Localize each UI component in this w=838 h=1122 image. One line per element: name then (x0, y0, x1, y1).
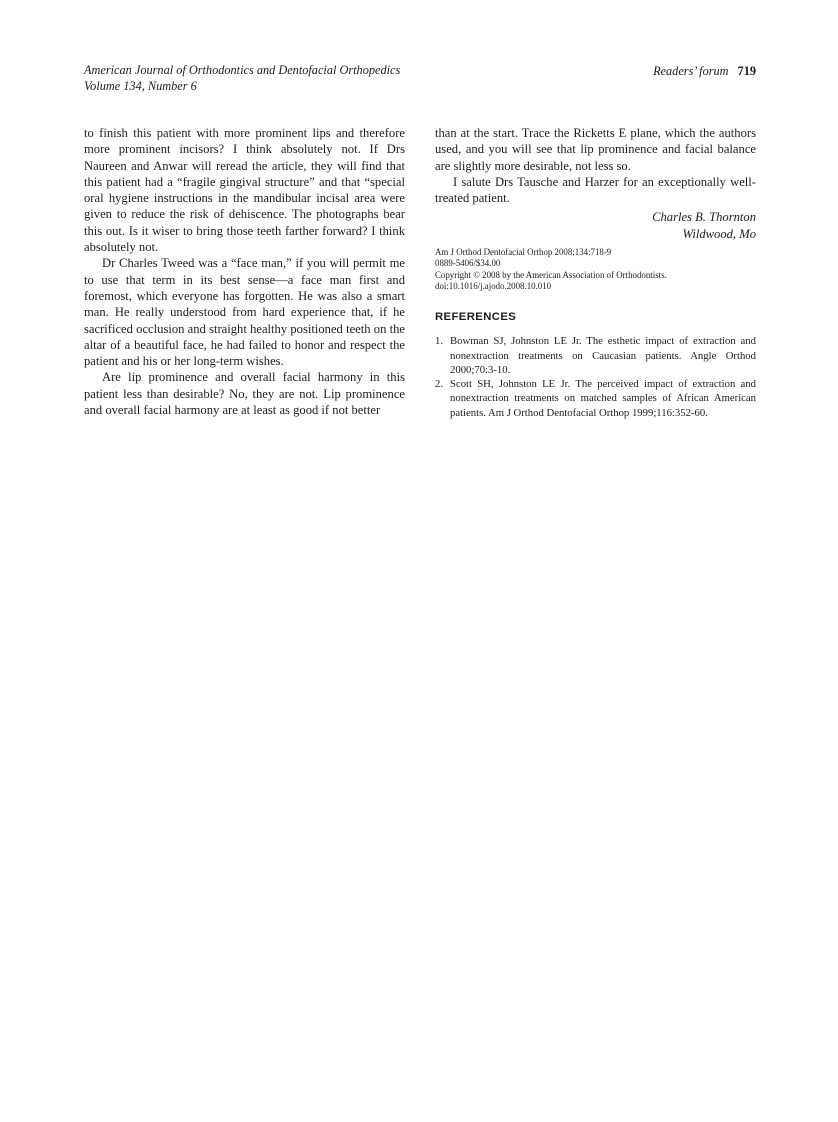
paragraph: Dr Charles Tweed was a “face man,” if you will permit me to use that term in its best sense—a face man first and foremost, which everyone has forgotten. He was also a smart man. He really understood from hard experience that, if he sacrificed occlusion and straight healthy positioned teeth on the altar of a beautiful face, he had failed to honor and respect the patient and his or her long-term wishes. (84, 256, 405, 369)
citation-journal: Am J Orthod Dentofacial Orthop 2008;134:718-9 (435, 247, 612, 258)
reference-item (435, 377, 756, 420)
citation-copyright: Copyright © 2008 by the American Association of Orthodontists. (435, 269, 667, 280)
volume-number: Volume 134, Number 6 (84, 78, 197, 93)
citation-doi: doi:10.1016/j.ajodo.2008.10.010 (435, 280, 552, 291)
paragraph: Are lip prominence and overall facial harmony in this patient less than desirable? No, they are not. Lip prominence and overall facial harmony are at least as good if not better (84, 370, 405, 418)
running-head-right (653, 63, 756, 79)
reference-number: 2. (435, 378, 444, 391)
body-columns (84, 125, 756, 420)
signature-block (435, 209, 756, 242)
right-column (435, 125, 756, 420)
reference-item (435, 334, 756, 377)
section-name: Readers’ forum (653, 63, 729, 78)
journal-title: American Journal of Orthodontics and Dentofacial Orthopedics (84, 63, 401, 77)
running-head (84, 63, 756, 94)
running-head-left (84, 63, 400, 94)
citation-issn-price: 0889-5406/$34.00 (435, 258, 501, 269)
paragraph: to finish this patient with more prominent lips and therefore more prominent incisors? I think absolutely not. If Drs Naureen and Anwar will reread the article, they will find that this patient had a “fragile gingival structure” and that “special oral hygiene instructions in the mandibular incisal area were given to reduce the risk of dehiscence. The photographs bear this out. Is it wiser to bring those teeth farther forward? I think absolutely not. (84, 126, 405, 255)
signature-location: Wildwood, Mo (682, 226, 756, 241)
references-heading: REFERENCES (435, 311, 517, 324)
page-number: 719 (737, 63, 756, 78)
reference-text: Bowman SJ, Johnston LE Jr. The esthetic impact of extraction and nonextraction treatments on Caucasian patients. Angle Orthod 2000;70:3-10. (450, 335, 756, 376)
paragraph: than at the start. Trace the Ricketts E plane, which the authors used, and you will see that lip prominence and facial balance are slightly more desirable, not less so. (435, 126, 756, 173)
references-list (435, 334, 756, 420)
left-column (84, 125, 405, 420)
signature-name: Charles B. Thornton (652, 210, 756, 225)
reference-number: 1. (435, 335, 444, 348)
reference-text: Scott SH, Johnston LE Jr. The perceived impact of extraction and nonextraction treatments on matched samples of African American patients. Am J Orthod Dentofacial Orthop 1999;116:352-60. (450, 378, 756, 419)
paragraph: I salute Drs Tausche and Harzer for an exceptionally well-treated patient. (435, 174, 756, 206)
citation-block (435, 247, 756, 292)
